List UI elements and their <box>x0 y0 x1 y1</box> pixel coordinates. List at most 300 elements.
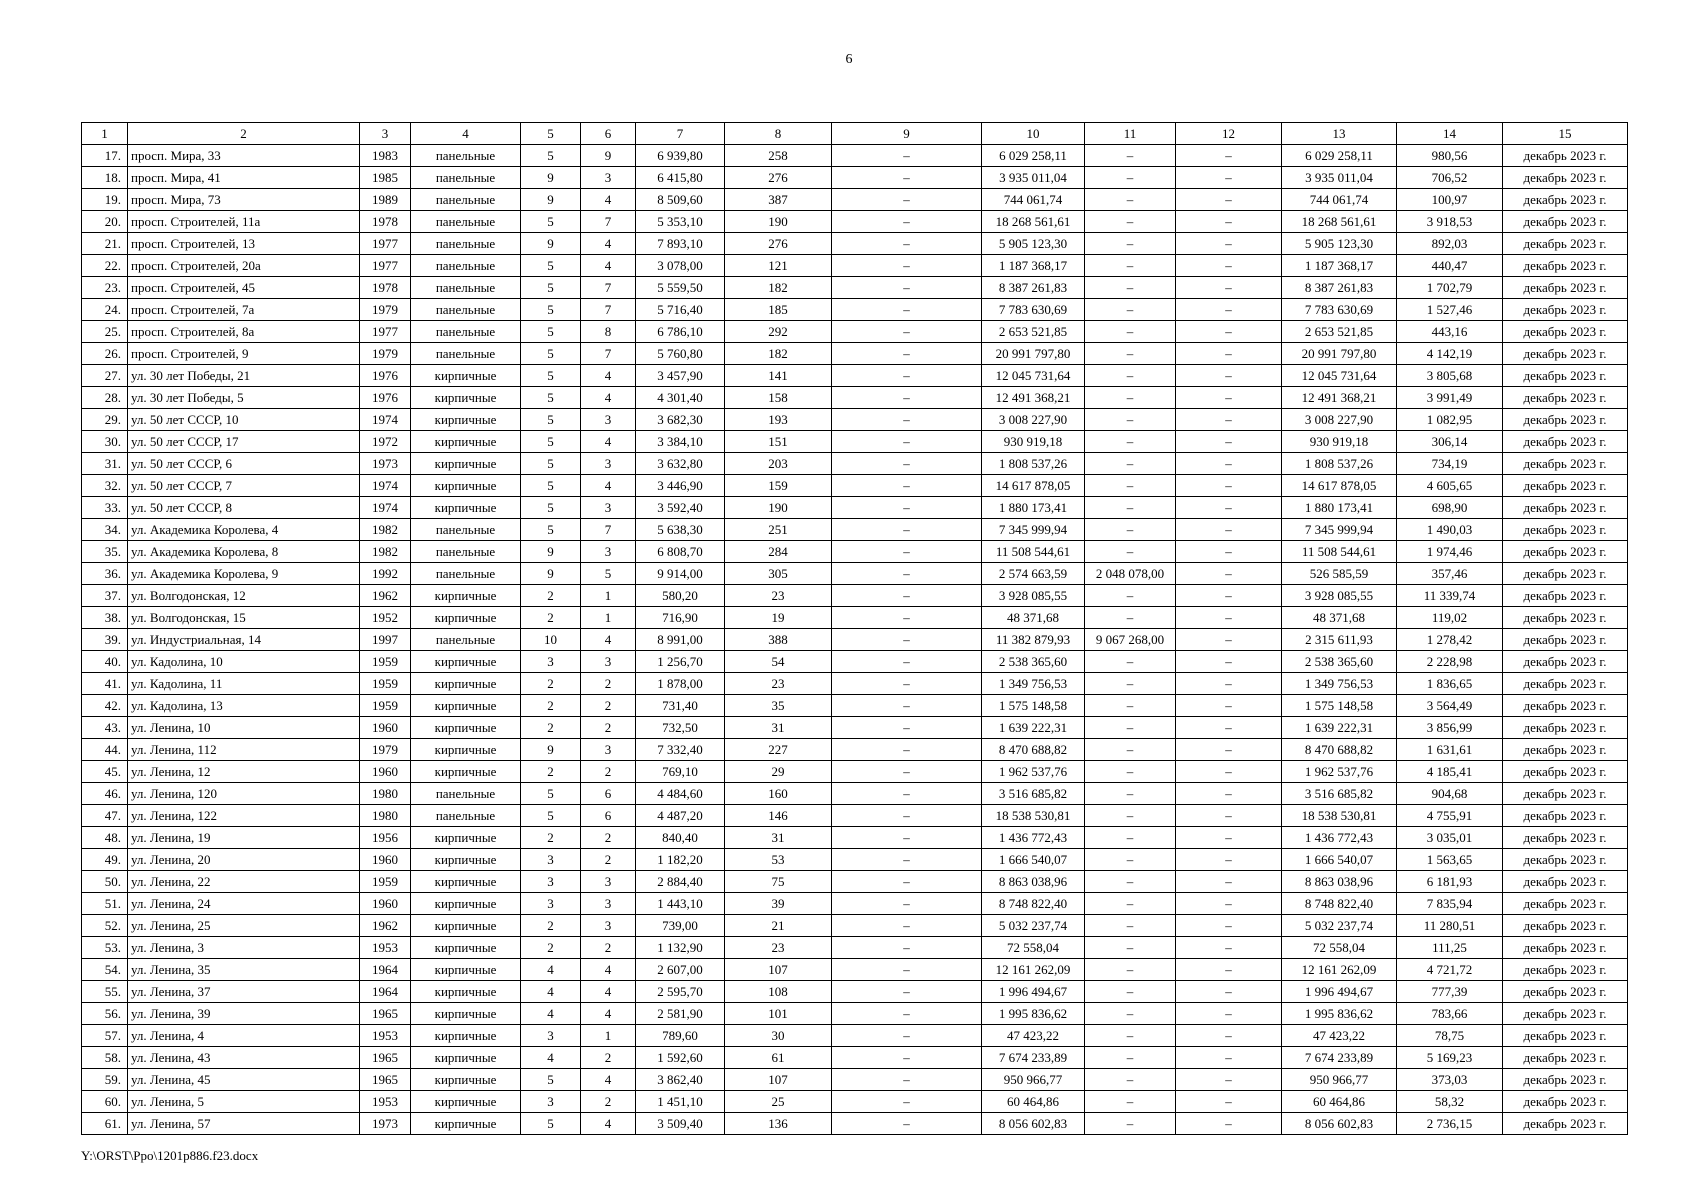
table-cell-col-8: 61 <box>725 1047 832 1069</box>
table-cell-col-7: 3 862,40 <box>636 1069 725 1091</box>
table-cell-col-9: – <box>832 387 982 409</box>
table-cell-col-12: – <box>1176 1025 1282 1047</box>
table-cell-col-14: 11 280,51 <box>1397 915 1503 937</box>
table-cell-col-4: кирпичные <box>411 607 521 629</box>
table-cell-col-11: – <box>1085 233 1176 255</box>
table-cell-col-8: 292 <box>725 321 832 343</box>
table-cell-col-7: 1 443,10 <box>636 893 725 915</box>
table-cell-col-5: 5 <box>521 387 581 409</box>
table-cell-col-2: ул. Академика Королева, 9 <box>128 563 360 585</box>
table-cell-col-12: – <box>1176 959 1282 981</box>
table-cell-col-13: 12 491 368,21 <box>1282 387 1397 409</box>
table-row <box>82 321 1628 343</box>
table-cell-col-4: кирпичные <box>411 827 521 849</box>
table-row <box>82 1113 1628 1135</box>
table-cell-col-7: 580,20 <box>636 585 725 607</box>
table-cell-col-10: 18 538 530,81 <box>982 805 1085 827</box>
table-cell-col-12: – <box>1176 1091 1282 1113</box>
table-cell-col-11: – <box>1085 783 1176 805</box>
table-cell-col-14: 7 835,94 <box>1397 893 1503 915</box>
table-cell-col-8: 251 <box>725 519 832 541</box>
table-cell-col-12: – <box>1176 1003 1282 1025</box>
table-row <box>82 189 1628 211</box>
table-cell-col-12: – <box>1176 387 1282 409</box>
table-cell-col-14: 357,46 <box>1397 563 1503 585</box>
table-cell-col-5: 9 <box>521 233 581 255</box>
table-cell-col-12: – <box>1176 1113 1282 1135</box>
table-cell-col-12: – <box>1176 849 1282 871</box>
table-row <box>82 1047 1628 1069</box>
table-cell-col-13: 1 995 836,62 <box>1282 1003 1397 1025</box>
table-cell-col-13: 1 666 540,07 <box>1282 849 1397 871</box>
table-row <box>82 1003 1628 1025</box>
table-cell-col-7: 2 607,00 <box>636 959 725 981</box>
table-cell-col-10: 3 008 227,90 <box>982 409 1085 431</box>
table-cell-col-13: 18 268 561,61 <box>1282 211 1397 233</box>
table-cell-col-9: – <box>832 607 982 629</box>
table-cell-col-14: 1 702,79 <box>1397 277 1503 299</box>
table-cell-col-12: – <box>1176 695 1282 717</box>
table-cell-col-10: 12 161 262,09 <box>982 959 1085 981</box>
table-cell-col-13: 14 617 878,05 <box>1282 475 1397 497</box>
table-cell-col-10: 744 061,74 <box>982 189 1085 211</box>
table-cell-col-15: декабрь 2023 г. <box>1503 1091 1628 1113</box>
table-cell-col-5: 3 <box>521 893 581 915</box>
table-cell-col-6: 6 <box>581 783 636 805</box>
table-cell-col-5: 2 <box>521 761 581 783</box>
table-cell-col-9: – <box>832 695 982 717</box>
table-cell-col-4: панельные <box>411 519 521 541</box>
table-cell-col-1: 25. <box>82 321 128 343</box>
table-cell-col-8: 23 <box>725 937 832 959</box>
table-row <box>82 365 1628 387</box>
table-cell-col-14: 2 228,98 <box>1397 651 1503 673</box>
table-row <box>82 145 1628 167</box>
table-cell-col-11: – <box>1085 827 1176 849</box>
table-cell-col-9: – <box>832 497 982 519</box>
column-header-2: 2 <box>128 123 360 145</box>
table-cell-col-2: ул. Ленина, 120 <box>128 783 360 805</box>
table-cell-col-13: 1 436 772,43 <box>1282 827 1397 849</box>
table-cell-col-2: ул. 50 лет СССР, 7 <box>128 475 360 497</box>
table-cell-col-3: 1989 <box>360 189 411 211</box>
table-cell-col-6: 3 <box>581 893 636 915</box>
table-row <box>82 167 1628 189</box>
table-cell-col-4: кирпичные <box>411 673 521 695</box>
table-cell-col-12: – <box>1176 189 1282 211</box>
table-cell-col-10: 7 674 233,89 <box>982 1047 1085 1069</box>
table-cell-col-2: ул. Ленина, 4 <box>128 1025 360 1047</box>
table-cell-col-10: 8 863 038,96 <box>982 871 1085 893</box>
table-cell-col-3: 1953 <box>360 1025 411 1047</box>
table-cell-col-2: ул. 50 лет СССР, 8 <box>128 497 360 519</box>
table-cell-col-15: декабрь 2023 г. <box>1503 321 1628 343</box>
table-cell-col-3: 1959 <box>360 651 411 673</box>
column-header-7: 7 <box>636 123 725 145</box>
table-cell-col-14: 78,75 <box>1397 1025 1503 1047</box>
table-cell-col-14: 443,16 <box>1397 321 1503 343</box>
table-cell-col-7: 3 682,30 <box>636 409 725 431</box>
table-cell-col-4: панельные <box>411 145 521 167</box>
table-cell-col-1: 38. <box>82 607 128 629</box>
table-cell-col-15: декабрь 2023 г. <box>1503 893 1628 915</box>
table-body <box>82 145 1628 1135</box>
table-cell-col-1: 50. <box>82 871 128 893</box>
table-cell-col-7: 1 878,00 <box>636 673 725 695</box>
table-cell-col-14: 1 631,61 <box>1397 739 1503 761</box>
column-header-15: 15 <box>1503 123 1628 145</box>
table-cell-col-15: декабрь 2023 г. <box>1503 189 1628 211</box>
table-cell-col-11: – <box>1085 1047 1176 1069</box>
table-cell-col-10: 7 783 630,69 <box>982 299 1085 321</box>
table-cell-col-9: – <box>832 431 982 453</box>
table-cell-col-12: – <box>1176 717 1282 739</box>
table-cell-col-15: декабрь 2023 г. <box>1503 211 1628 233</box>
table-cell-col-8: 23 <box>725 585 832 607</box>
table-cell-col-13: 3 516 685,82 <box>1282 783 1397 805</box>
table-cell-col-1: 56. <box>82 1003 128 1025</box>
table-cell-col-6: 6 <box>581 805 636 827</box>
table-cell-col-15: декабрь 2023 г. <box>1503 277 1628 299</box>
table-cell-col-6: 2 <box>581 827 636 849</box>
table-row <box>82 607 1628 629</box>
table-cell-col-6: 4 <box>581 1069 636 1091</box>
table-cell-col-7: 1 451,10 <box>636 1091 725 1113</box>
table-cell-col-9: – <box>832 1113 982 1135</box>
table-cell-col-12: – <box>1176 475 1282 497</box>
table-cell-col-5: 3 <box>521 871 581 893</box>
table-cell-col-7: 1 182,20 <box>636 849 725 871</box>
table-cell-col-3: 1956 <box>360 827 411 849</box>
table-cell-col-2: ул. Кадолина, 10 <box>128 651 360 673</box>
table-cell-col-2: ул. 50 лет СССР, 6 <box>128 453 360 475</box>
table-cell-col-8: 29 <box>725 761 832 783</box>
table-cell-col-13: 12 045 731,64 <box>1282 365 1397 387</box>
table-cell-col-13: 8 748 822,40 <box>1282 893 1397 915</box>
table-cell-col-5: 2 <box>521 585 581 607</box>
column-header-11: 11 <box>1085 123 1176 145</box>
table-cell-col-10: 8 748 822,40 <box>982 893 1085 915</box>
column-header-3: 3 <box>360 123 411 145</box>
table-cell-col-5: 2 <box>521 827 581 849</box>
table-row <box>82 211 1628 233</box>
table-cell-col-13: 2 653 521,85 <box>1282 321 1397 343</box>
table-cell-col-9: – <box>832 673 982 695</box>
table-cell-col-6: 4 <box>581 629 636 651</box>
table-cell-col-2: ул. Ленина, 22 <box>128 871 360 893</box>
table-cell-col-8: 23 <box>725 673 832 695</box>
table-cell-col-3: 1972 <box>360 431 411 453</box>
table-cell-col-5: 4 <box>521 1047 581 1069</box>
table-cell-col-14: 1 490,03 <box>1397 519 1503 541</box>
table-cell-col-6: 4 <box>581 255 636 277</box>
table-cell-col-8: 121 <box>725 255 832 277</box>
table-cell-col-1: 44. <box>82 739 128 761</box>
table-cell-col-8: 25 <box>725 1091 832 1113</box>
table-cell-col-2: просп. Строителей, 7а <box>128 299 360 321</box>
table-cell-col-15: декабрь 2023 г. <box>1503 1113 1628 1135</box>
table-cell-col-2: ул. Волгодонская, 12 <box>128 585 360 607</box>
table-cell-col-2: ул. Ленина, 3 <box>128 937 360 959</box>
table-cell-col-12: – <box>1176 167 1282 189</box>
table-cell-col-9: – <box>832 519 982 541</box>
table-cell-col-8: 160 <box>725 783 832 805</box>
table-cell-col-15: декабрь 2023 г. <box>1503 607 1628 629</box>
table-cell-col-6: 3 <box>581 167 636 189</box>
table-cell-col-12: – <box>1176 541 1282 563</box>
table-cell-col-15: декабрь 2023 г. <box>1503 981 1628 1003</box>
table-row <box>82 717 1628 739</box>
table-cell-col-7: 3 632,80 <box>636 453 725 475</box>
table-cell-col-11: – <box>1085 475 1176 497</box>
table-cell-col-14: 119,02 <box>1397 607 1503 629</box>
table-cell-col-1: 48. <box>82 827 128 849</box>
table-cell-col-14: 980,56 <box>1397 145 1503 167</box>
table-cell-col-12: – <box>1176 255 1282 277</box>
table-cell-col-5: 2 <box>521 607 581 629</box>
table-cell-col-1: 55. <box>82 981 128 1003</box>
table-cell-col-9: – <box>832 1025 982 1047</box>
table-row <box>82 541 1628 563</box>
table-cell-col-15: декабрь 2023 г. <box>1503 695 1628 717</box>
table-cell-col-15: декабрь 2023 г. <box>1503 1069 1628 1091</box>
table-cell-col-2: просп. Строителей, 20а <box>128 255 360 277</box>
table-cell-col-8: 159 <box>725 475 832 497</box>
table-cell-col-12: – <box>1176 343 1282 365</box>
table-cell-col-8: 101 <box>725 1003 832 1025</box>
table-cell-col-12: – <box>1176 673 1282 695</box>
table-cell-col-3: 1977 <box>360 233 411 255</box>
column-header-10: 10 <box>982 123 1085 145</box>
table-cell-col-15: декабрь 2023 г. <box>1503 519 1628 541</box>
table-row <box>82 981 1628 1003</box>
table-cell-col-14: 1 563,65 <box>1397 849 1503 871</box>
table-cell-col-3: 1953 <box>360 937 411 959</box>
table-cell-col-4: панельные <box>411 343 521 365</box>
table-cell-col-10: 72 558,04 <box>982 937 1085 959</box>
table-cell-col-7: 3 384,10 <box>636 431 725 453</box>
table-cell-col-5: 2 <box>521 915 581 937</box>
table-cell-col-11: – <box>1085 211 1176 233</box>
table-cell-col-8: 151 <box>725 431 832 453</box>
table-cell-col-12: – <box>1176 1069 1282 1091</box>
table-cell-col-11: 2 048 078,00 <box>1085 563 1176 585</box>
table-cell-col-4: панельные <box>411 783 521 805</box>
table-cell-col-15: декабрь 2023 г. <box>1503 475 1628 497</box>
table-row <box>82 431 1628 453</box>
table-cell-col-11: – <box>1085 1025 1176 1047</box>
table-cell-col-6: 2 <box>581 1047 636 1069</box>
table-cell-col-1: 39. <box>82 629 128 651</box>
table-cell-col-2: ул. 30 лет Победы, 5 <box>128 387 360 409</box>
table-row <box>82 475 1628 497</box>
table-cell-col-3: 1960 <box>360 761 411 783</box>
table-cell-col-11: – <box>1085 981 1176 1003</box>
table-cell-col-11: – <box>1085 739 1176 761</box>
table-cell-col-7: 2 884,40 <box>636 871 725 893</box>
table-cell-col-4: кирпичные <box>411 893 521 915</box>
table-cell-col-5: 2 <box>521 673 581 695</box>
table-cell-col-5: 5 <box>521 783 581 805</box>
table-cell-col-3: 1960 <box>360 893 411 915</box>
data-table <box>81 122 1628 1135</box>
table-cell-col-13: 8 470 688,82 <box>1282 739 1397 761</box>
column-header-4: 4 <box>411 123 521 145</box>
table-cell-col-4: кирпичные <box>411 717 521 739</box>
table-cell-col-8: 75 <box>725 871 832 893</box>
table-cell-col-11: – <box>1085 453 1176 475</box>
table-cell-col-10: 3 516 685,82 <box>982 783 1085 805</box>
table-cell-col-15: декабрь 2023 г. <box>1503 629 1628 651</box>
table-cell-col-8: 190 <box>725 211 832 233</box>
table-cell-col-1: 32. <box>82 475 128 497</box>
table-cell-col-14: 1 527,46 <box>1397 299 1503 321</box>
table-cell-col-10: 12 491 368,21 <box>982 387 1085 409</box>
table-cell-col-8: 388 <box>725 629 832 651</box>
table-cell-col-12: – <box>1176 585 1282 607</box>
table-cell-col-6: 4 <box>581 981 636 1003</box>
table-row <box>82 233 1628 255</box>
table-row <box>82 761 1628 783</box>
table-row <box>82 343 1628 365</box>
table-cell-col-2: ул. Ленина, 19 <box>128 827 360 849</box>
table-cell-col-13: 1 575 148,58 <box>1282 695 1397 717</box>
table-cell-col-7: 840,40 <box>636 827 725 849</box>
table-cell-col-7: 5 638,30 <box>636 519 725 541</box>
table-cell-col-15: декабрь 2023 г. <box>1503 409 1628 431</box>
table-cell-col-5: 5 <box>521 145 581 167</box>
table-cell-col-9: – <box>832 937 982 959</box>
table-cell-col-15: декабрь 2023 г. <box>1503 783 1628 805</box>
column-header-6: 6 <box>581 123 636 145</box>
table-cell-col-10: 6 029 258,11 <box>982 145 1085 167</box>
table-cell-col-4: кирпичные <box>411 497 521 519</box>
table-cell-col-13: 1 808 537,26 <box>1282 453 1397 475</box>
table-cell-col-12: – <box>1176 321 1282 343</box>
table-cell-col-1: 47. <box>82 805 128 827</box>
table-cell-col-6: 4 <box>581 189 636 211</box>
table-cell-col-7: 3 509,40 <box>636 1113 725 1135</box>
table-cell-col-6: 5 <box>581 563 636 585</box>
table-cell-col-1: 51. <box>82 893 128 915</box>
table-cell-col-5: 2 <box>521 937 581 959</box>
table-row <box>82 453 1628 475</box>
table-cell-col-4: кирпичные <box>411 1113 521 1135</box>
table-row <box>82 695 1628 717</box>
table-cell-col-3: 1959 <box>360 871 411 893</box>
table-cell-col-1: 33. <box>82 497 128 519</box>
table-cell-col-5: 10 <box>521 629 581 651</box>
table-cell-col-6: 4 <box>581 387 636 409</box>
table-cell-col-10: 1 666 540,07 <box>982 849 1085 871</box>
table-cell-col-6: 7 <box>581 299 636 321</box>
table-cell-col-12: – <box>1176 211 1282 233</box>
table-cell-col-1: 31. <box>82 453 128 475</box>
table-cell-col-13: 744 061,74 <box>1282 189 1397 211</box>
table-cell-col-3: 1982 <box>360 519 411 541</box>
table-cell-col-14: 706,52 <box>1397 167 1503 189</box>
table-cell-col-6: 3 <box>581 915 636 937</box>
table-cell-col-5: 5 <box>521 497 581 519</box>
table-cell-col-12: – <box>1176 761 1282 783</box>
table-cell-col-2: просп. Строителей, 45 <box>128 277 360 299</box>
table-cell-col-4: кирпичные <box>411 651 521 673</box>
table-cell-col-12: – <box>1176 871 1282 893</box>
table-cell-col-15: декабрь 2023 г. <box>1503 1047 1628 1069</box>
table-cell-col-8: 31 <box>725 717 832 739</box>
table-cell-col-15: декабрь 2023 г. <box>1503 365 1628 387</box>
table-cell-col-4: панельные <box>411 167 521 189</box>
table-cell-col-2: ул. Ленина, 39 <box>128 1003 360 1025</box>
table-cell-col-13: 47 423,22 <box>1282 1025 1397 1047</box>
table-cell-col-3: 1959 <box>360 695 411 717</box>
data-table-container <box>81 122 1627 1135</box>
table-cell-col-5: 5 <box>521 409 581 431</box>
table-cell-col-4: кирпичные <box>411 365 521 387</box>
table-cell-col-11: – <box>1085 409 1176 431</box>
table-cell-col-6: 2 <box>581 695 636 717</box>
table-cell-col-12: – <box>1176 431 1282 453</box>
table-cell-col-15: декабрь 2023 г. <box>1503 805 1628 827</box>
table-cell-col-13: 1 349 756,53 <box>1282 673 1397 695</box>
table-cell-col-10: 14 617 878,05 <box>982 475 1085 497</box>
table-cell-col-3: 1982 <box>360 541 411 563</box>
table-cell-col-13: 526 585,59 <box>1282 563 1397 585</box>
table-cell-col-3: 1965 <box>360 1047 411 1069</box>
table-cell-col-1: 37. <box>82 585 128 607</box>
table-cell-col-3: 1979 <box>360 343 411 365</box>
table-cell-col-1: 61. <box>82 1113 128 1135</box>
table-cell-col-9: – <box>832 563 982 585</box>
table-cell-col-10: 1 639 222,31 <box>982 717 1085 739</box>
table-cell-col-15: декабрь 2023 г. <box>1503 255 1628 277</box>
table-cell-col-11: – <box>1085 541 1176 563</box>
table-cell-col-9: – <box>832 1047 982 1069</box>
table-cell-col-5: 5 <box>521 1069 581 1091</box>
table-cell-col-11: – <box>1085 695 1176 717</box>
table-cell-col-4: кирпичные <box>411 739 521 761</box>
table-cell-col-10: 1 187 368,17 <box>982 255 1085 277</box>
table-row <box>82 651 1628 673</box>
table-cell-col-11: – <box>1085 959 1176 981</box>
table-cell-col-2: ул. Академика Королева, 4 <box>128 519 360 541</box>
table-cell-col-2: ул. Кадолина, 11 <box>128 673 360 695</box>
table-cell-col-3: 1979 <box>360 739 411 761</box>
table-cell-col-14: 1 836,65 <box>1397 673 1503 695</box>
table-cell-col-14: 4 142,19 <box>1397 343 1503 365</box>
table-cell-col-7: 7 332,40 <box>636 739 725 761</box>
table-cell-col-15: декабрь 2023 г. <box>1503 673 1628 695</box>
table-cell-col-4: кирпичные <box>411 695 521 717</box>
table-cell-col-15: декабрь 2023 г. <box>1503 343 1628 365</box>
table-cell-col-10: 11 508 544,61 <box>982 541 1085 563</box>
table-cell-col-9: – <box>832 981 982 1003</box>
table-cell-col-7: 731,40 <box>636 695 725 717</box>
table-cell-col-7: 6 939,80 <box>636 145 725 167</box>
table-row <box>82 827 1628 849</box>
table-cell-col-7: 9 914,00 <box>636 563 725 585</box>
table-cell-col-15: декабрь 2023 г. <box>1503 849 1628 871</box>
table-cell-col-7: 1 592,60 <box>636 1047 725 1069</box>
table-cell-col-6: 3 <box>581 541 636 563</box>
table-row <box>82 937 1628 959</box>
table-cell-col-15: декабрь 2023 г. <box>1503 717 1628 739</box>
table-cell-col-12: – <box>1176 145 1282 167</box>
table-cell-col-6: 2 <box>581 937 636 959</box>
table-cell-col-5: 5 <box>521 519 581 541</box>
table-cell-col-11: – <box>1085 321 1176 343</box>
table-cell-col-6: 7 <box>581 211 636 233</box>
